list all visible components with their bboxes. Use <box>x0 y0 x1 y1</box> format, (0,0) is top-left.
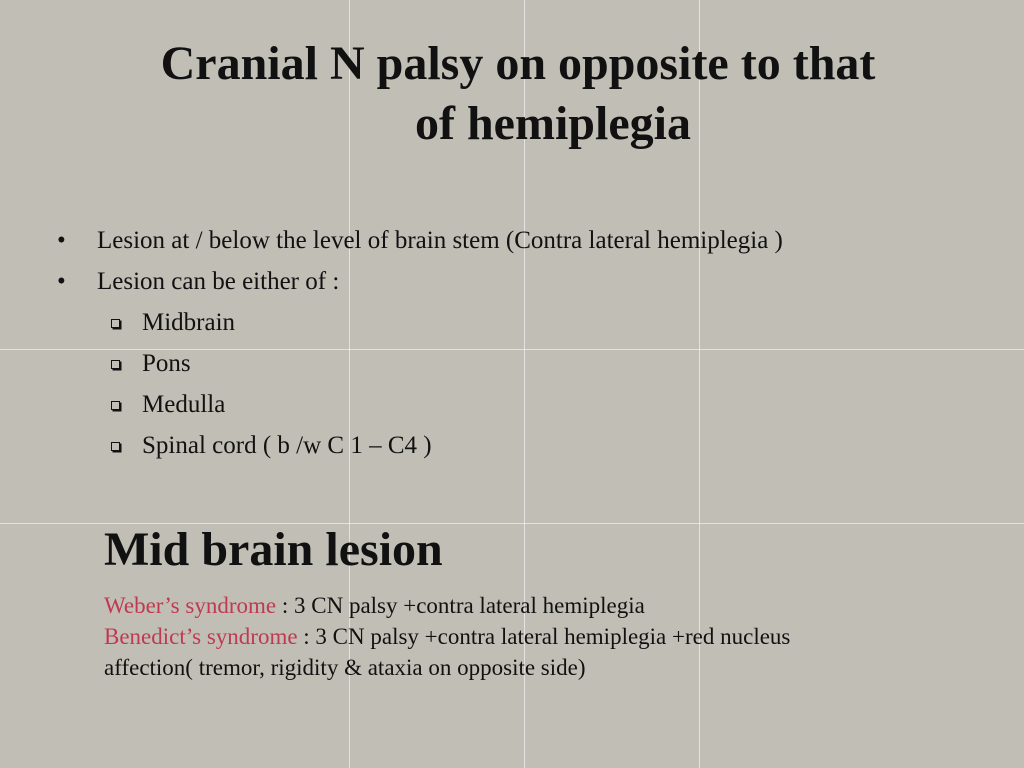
sub-bullet-text: Spinal cord ( b /w C 1 – C4 ) <box>142 432 432 459</box>
syndrome-description: : 3 CN palsy +contra lateral hemiplegia +red nucleus <box>297 624 791 649</box>
syndrome-item-weber <box>104 590 924 621</box>
sub-bullet-item <box>55 302 783 343</box>
hollow-square-icon <box>111 401 120 410</box>
sub-bullet-item <box>55 425 783 466</box>
syndrome-continuation: affection( tremor, rigidity & ataxia on opposite side) <box>104 655 586 680</box>
slide-title <box>60 34 976 154</box>
sub-bullet-item <box>55 343 783 384</box>
bullet-text: Lesion at / below the level of brain stem (Contra lateral hemiplegia ) <box>97 227 783 254</box>
sub-bullet-text: Midbrain <box>142 309 236 336</box>
bullet-item <box>55 261 783 302</box>
syndrome-name: Benedict’s syndrome <box>104 624 298 649</box>
section-heading: Mid brain lesion <box>104 523 443 576</box>
bullet-list <box>55 220 783 466</box>
hollow-square-icon <box>111 442 120 451</box>
hollow-square-icon <box>111 360 120 369</box>
hollow-square-icon <box>111 319 120 328</box>
syndrome-item-benedict <box>104 621 924 652</box>
syndrome-description: : 3 CN palsy +contra lateral hemiplegia <box>276 593 645 618</box>
sub-bullet-item <box>55 384 783 425</box>
bullet-item <box>55 220 783 261</box>
bullet-dot-icon: • <box>57 268 66 295</box>
title-line-2: of hemiplegia <box>415 97 691 150</box>
syndrome-name: Weber’s syndrome <box>104 593 277 618</box>
sub-bullet-text: Pons <box>142 350 191 377</box>
title-line-1: Cranial N palsy on opposite to that <box>160 37 876 90</box>
sub-bullet-text: Medulla <box>142 391 226 418</box>
bullet-text: Lesion can be either of : <box>97 268 340 295</box>
syndrome-list <box>104 590 924 683</box>
bullet-dot-icon: • <box>57 227 66 254</box>
